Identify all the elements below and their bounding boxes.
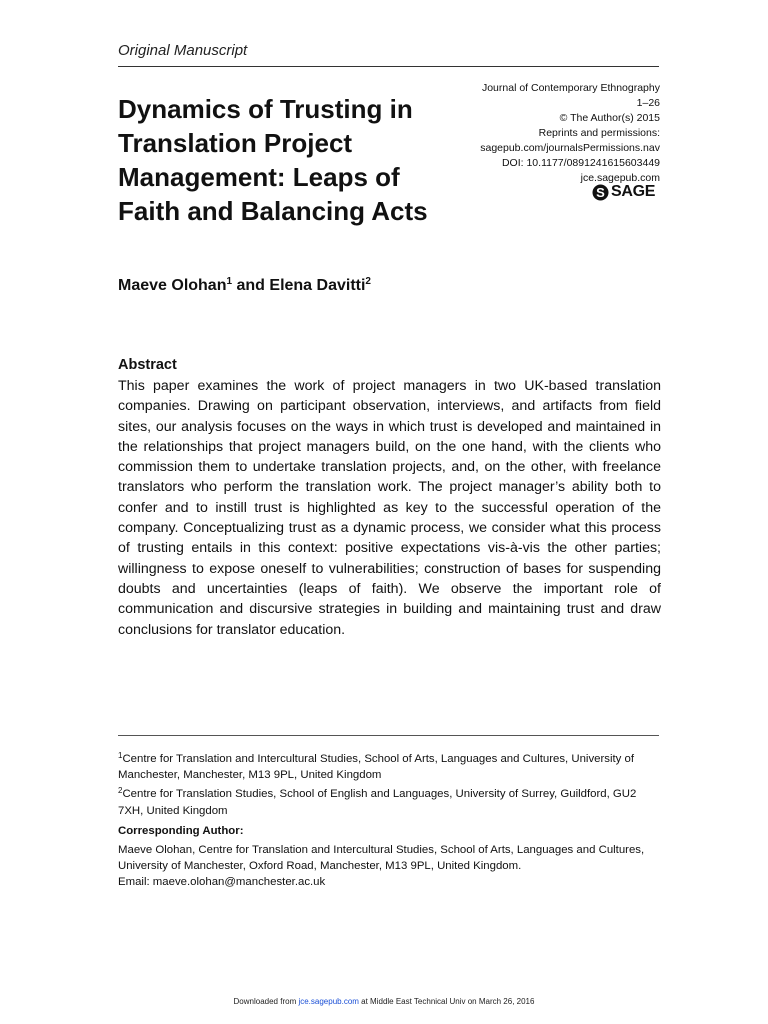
footer-prefix: Downloaded from bbox=[233, 997, 299, 1006]
author-name: Maeve Olohan bbox=[118, 277, 227, 294]
author-affiliation-marker: 2 bbox=[365, 276, 371, 287]
footer-suffix: at Middle East Technical Univ on March 26, 2016 bbox=[358, 997, 535, 1006]
author-name: Elena Davitti bbox=[269, 277, 366, 294]
journal-info bbox=[400, 81, 660, 186]
doi[interactable]: DOI: 10.1177/0891241615603449 bbox=[501, 157, 660, 169]
footer-site-link[interactable]: jce.sagepub.com bbox=[298, 997, 359, 1006]
header-divider bbox=[118, 66, 659, 67]
reprints-label: Reprints and permissions: bbox=[538, 127, 660, 139]
corresponding-author-email[interactable]: Email: maeve.olohan@manchester.ac.uk bbox=[118, 876, 326, 889]
sage-logo-text: SAGE bbox=[611, 183, 656, 200]
affiliation-item bbox=[118, 783, 661, 818]
author-affiliation-marker: 1 bbox=[226, 276, 233, 287]
corresponding-author-heading: Corresponding Author: bbox=[118, 825, 244, 837]
affiliation-marker: 1 bbox=[118, 751, 123, 760]
permissions-link[interactable]: sagepub.com/journalsPermissions.nav bbox=[480, 142, 660, 154]
corresponding-author-address: Maeve Olohan, Centre for Translation and Intercultural Studies, School of Arts, Languages and Cultures, University of Manchester, Oxford Road, Manchester, M13 9PL, United Kingdom. bbox=[118, 844, 645, 873]
affiliation-item bbox=[118, 748, 661, 783]
manuscript-type-label: Original Manuscript bbox=[118, 42, 248, 59]
footnote-divider bbox=[118, 735, 659, 736]
abstract-heading: Abstract bbox=[118, 357, 177, 373]
author-line bbox=[118, 276, 371, 295]
sage-logo-icon bbox=[592, 184, 609, 201]
affiliations bbox=[118, 748, 661, 819]
article-title: Dynamics of Trusting in Translation Project Management: Leaps of Faith and Balancing Acts bbox=[118, 94, 428, 226]
affiliation-text: Centre for Translation and Intercultural Studies, School of Arts, Languages and Cultures, University of Manchester, Manchester, M13 9PL, United Kingdom bbox=[118, 753, 635, 782]
affiliation-text: Centre for Translation Studies, School of English and Languages, University of Surrey, Guildford, GU2 7XH, United Kingdom bbox=[118, 788, 637, 817]
download-footer bbox=[0, 997, 768, 1006]
journal-name: Journal of Contemporary Ethnography bbox=[481, 82, 660, 94]
author-joiner: and bbox=[232, 277, 270, 294]
journal-pages: 1–26 bbox=[636, 97, 660, 109]
corresponding-author-details bbox=[118, 842, 648, 891]
copyright-notice: © The Author(s) 2015 bbox=[559, 112, 660, 124]
sage-logo bbox=[592, 181, 662, 203]
affiliation-marker: 2 bbox=[118, 786, 123, 796]
abstract-text: This paper examines the work of project managers in two UK-based translation companies. Drawing on participant observation, interviews, and artifacts from field sites, our analysis focuses on the ways in which trust is developed and maintained in the relationships that project managers build, on the one hand, with the clients who commission them to undertake translation projects, and, on the other, with freelance translators who perform the translation work. The project manager’s ability both to confer and to instill trust is highlighted as key to the successful operation of the company. Conceptualizing trust as a dynamic process, we consider what this process of trusting entails in this context: positive expectations vis-à-vis the other parties; willingness to expose oneself to vulnerabilities; construction of bases for suspending doubts and uncertainties (leaps of faith). We observe the important role of communication and discursive strategies in building and maintaining trust and draw conclusions for translator education. bbox=[118, 378, 661, 638]
svg-text:S: S bbox=[596, 184, 605, 200]
journal-site-link[interactable]: jce.sagepub.com bbox=[580, 172, 660, 184]
